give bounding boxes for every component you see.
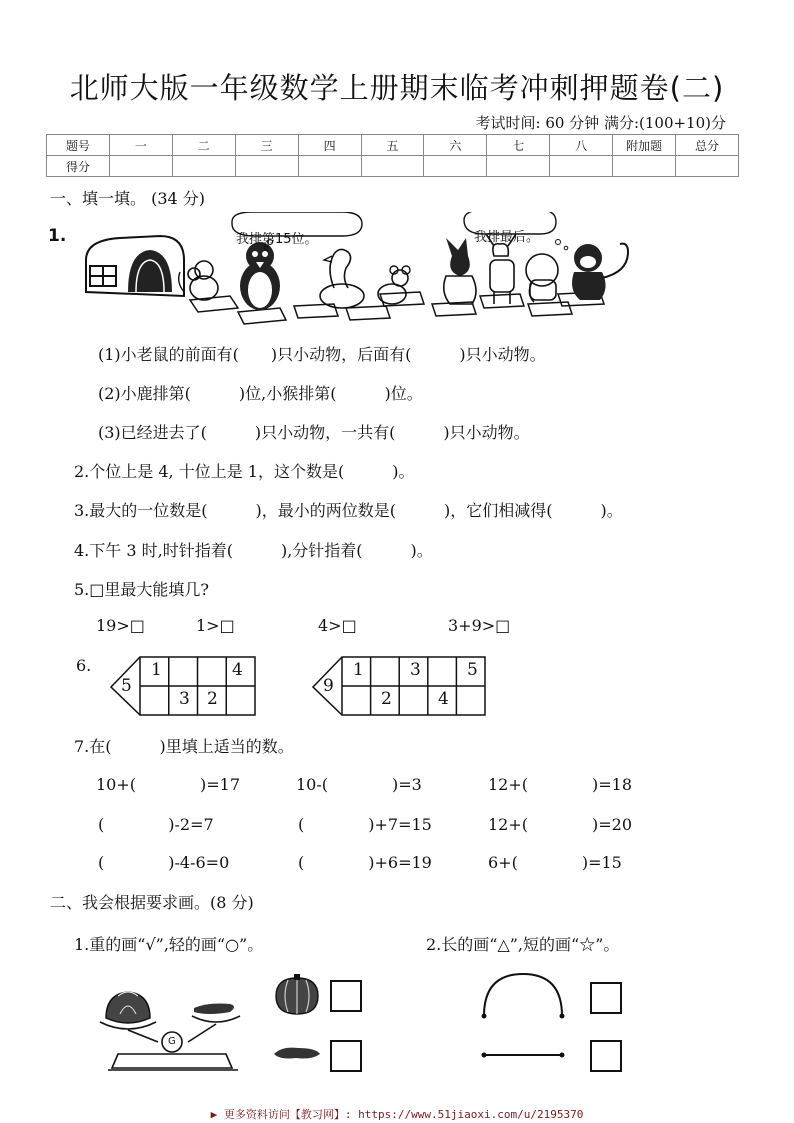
q7-equation: 10+( )=17 xyxy=(96,775,241,794)
q1-sub3: (3)已经进去了( )只小动物，一共有( )只小动物。 xyxy=(98,423,530,442)
q6-number-figure-2 xyxy=(312,656,488,718)
figure2-cell: 5 xyxy=(467,660,478,680)
answer-box[interactable] xyxy=(330,1040,362,1072)
figure2-cell: 2 xyxy=(381,689,392,709)
score-cell[interactable] xyxy=(613,156,676,177)
balance-scale-illustration xyxy=(98,984,254,1074)
score-row-label: 得分 xyxy=(47,156,110,177)
q2-text: 2.个位上是 4, 十位上是 1，这个数是( )。 xyxy=(74,462,415,481)
figure2-head: 9 xyxy=(323,676,334,696)
footer-link[interactable]: ▶ 更多资料访问【教习网】: https://www.51jiaoxi.com/u/2195370 xyxy=(210,1108,584,1121)
answer-box[interactable] xyxy=(330,980,362,1012)
q5-item: 19>□ xyxy=(96,616,145,635)
q5-item: 4>□ xyxy=(318,616,357,635)
bean-icon xyxy=(272,1042,322,1064)
score-table-cell: 四 xyxy=(298,135,361,156)
curved-line-icon xyxy=(478,970,568,1020)
figure2-cell: 3 xyxy=(410,660,421,680)
q7-text: 7.在( )里填上适当的数。 xyxy=(74,737,294,756)
score-cell[interactable] xyxy=(298,156,361,177)
score-table-cell: 八 xyxy=(550,135,613,156)
q6-number: 6. xyxy=(76,656,92,675)
page-title: 北师大版一年级数学上册期末临考冲刺押题卷(二) xyxy=(69,71,725,105)
pumpkin-icon xyxy=(272,974,322,1016)
score-table-header-row xyxy=(47,135,739,156)
figure1-cell: 4 xyxy=(232,660,243,680)
figure2-cell: 1 xyxy=(353,660,364,680)
section2-q1-text: 1.重的画“√”,轻的画“○”。 xyxy=(74,935,264,954)
section1-heading: 一、填一填。 (34 分) xyxy=(50,189,206,208)
q7-equation: ( )-4-6=0 xyxy=(98,853,230,872)
score-table-cell: 总分 xyxy=(676,135,739,156)
score-cell[interactable] xyxy=(172,156,235,177)
animal-queue-illustration xyxy=(80,212,640,330)
score-table-cell: 一 xyxy=(109,135,172,156)
score-table-score-row xyxy=(47,156,739,177)
q7-equation: 12+( )=18 xyxy=(488,775,633,794)
q7-equation: ( )+6=19 xyxy=(298,853,432,872)
score-table-cell: 附加题 xyxy=(613,135,676,156)
score-cell[interactable] xyxy=(487,156,550,177)
straight-line-icon xyxy=(478,1048,568,1062)
score-table-cell: 题号 xyxy=(47,135,110,156)
score-table-cell: 七 xyxy=(487,135,550,156)
section2-q2-text: 2.长的画“△”,短的画“☆”。 xyxy=(426,935,620,954)
score-cell[interactable] xyxy=(550,156,613,177)
q5-text: 5.□里最大能填几? xyxy=(74,580,209,599)
q5-item: 3+9>□ xyxy=(448,616,511,635)
q1-number: 1. xyxy=(48,226,67,246)
q4-text: 4.下午 3 时,时针指着( ),分针指着( )。 xyxy=(74,541,433,560)
q7-equation: 12+( )=20 xyxy=(488,815,633,834)
q7-equation: ( )+7=15 xyxy=(298,815,432,834)
q7-equation: 6+( )=15 xyxy=(488,853,622,872)
score-table-cell: 五 xyxy=(361,135,424,156)
figure1-head: 5 xyxy=(121,676,132,696)
speech-bubble-right: 我排最后。 xyxy=(474,230,540,245)
section2-heading: 二、我会根据要求画。(8 分) xyxy=(50,893,254,912)
figure2-cell: 4 xyxy=(438,689,449,709)
q7-equation: ( )-2=7 xyxy=(98,815,214,834)
score-cell[interactable] xyxy=(235,156,298,177)
figure1-cell: 2 xyxy=(207,689,218,709)
score-cell[interactable] xyxy=(424,156,487,177)
figure1-cell: 1 xyxy=(151,660,162,680)
q7-equation: 10-( )=3 xyxy=(296,775,422,794)
answer-box[interactable] xyxy=(590,1040,622,1072)
q3-text: 3.最大的一位数是( )，最小的两位数是( )，它们相减得( )。 xyxy=(74,501,623,520)
score-cell[interactable] xyxy=(361,156,424,177)
score-table-cell: 六 xyxy=(424,135,487,156)
score-table xyxy=(46,134,739,177)
score-cell[interactable] xyxy=(109,156,172,177)
score-cell[interactable] xyxy=(676,156,739,177)
score-table-cell: 三 xyxy=(235,135,298,156)
score-table-cell: 二 xyxy=(172,135,235,156)
q1-sub1: (1)小老鼠的前面有( )只小动物，后面有( )只小动物。 xyxy=(98,345,546,364)
exam-info: 考试时间: 60 分钟 满分:(100+10)分 xyxy=(475,114,726,132)
q5-item: 1>□ xyxy=(196,616,235,635)
figure1-cell: 3 xyxy=(179,689,190,709)
scale-label: G xyxy=(168,1036,176,1047)
speech-bubble-left: 我排第15位。 xyxy=(236,232,318,247)
answer-box[interactable] xyxy=(590,982,622,1014)
q1-sub2: (2)小鹿排第( )位,小猴排第( )位。 xyxy=(98,384,423,403)
